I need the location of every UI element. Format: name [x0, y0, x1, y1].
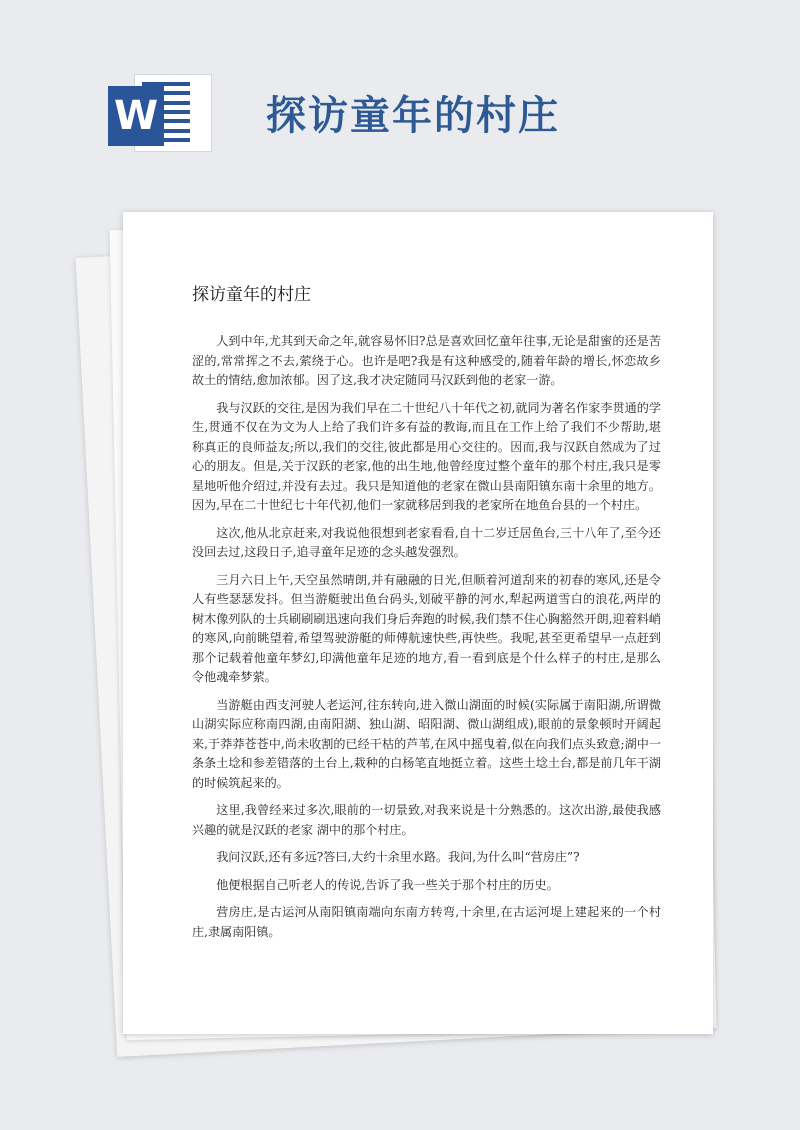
- document-paragraph: 我与汉跃的交往,是因为我们早在二十世纪八十年代之初,就同为著名作家李贯通的学生,贯通不仅在为文为人上给了我们许多有益的教诲,而且在工作上给了我们不少帮助,堪称真正的良师益友;所以,我们的交往,彼此都是用心交往的。因而,我与汉跃自然成为了过心的朋友。但是,关于汉跃的老家,他的出生地,他曾经度过整个童年的那个村庄,我只是零星地听他介绍过,并没有去过。我只是知道他的老家在微山县南阳镇东南十余里的地方。因为,早在二十世纪七十年代初,他们一家就移居到我的老家所在地鱼台县的一个村庄。: [192, 400, 661, 512]
- document-paragraph: 这里,我曾经来过多次,眼前的一切景致,对我来说是十分熟悉的。这次出游,最使我感兴趣的就是汉跃的老家 湖中的那个村庄。: [192, 803, 661, 837]
- word-logo-letter: W: [108, 86, 164, 146]
- word-document-icon: [108, 68, 216, 158]
- document-title: 探访童年的村庄: [192, 285, 311, 305]
- document-paragraph: 这次,他从北京赶来,对我说他很想到老家看看,自十二岁迁居鱼台,三十八年了,至今还没回去过,这段日子,追寻童年足迹的念头越发强烈。: [192, 525, 661, 559]
- page-title: 探访童年的村庄: [266, 93, 560, 139]
- document-page: [123, 212, 713, 1034]
- page-header: [0, 0, 800, 200]
- document-paragraph: 他便根据自己听老人的传说,告诉了我一些关于那个村庄的历史。: [216, 877, 559, 892]
- document-paragraph: 当游艇由西支河驶人老运河,往东转向,进入微山湖面的时候(实际属于南阳湖,所谓微山湖实际应称南四湖,由南阳湖、独山湖、昭阳湖、微山湖组成),眼前的景象顿时开阔起来,于莽莽苍苍中,尚未收割的已经干枯的芦苇,在风中摇曳着,似在向我们点头致意;湖中一条条土埝和参差错落的土台上,栽种的白杨笔直地挺立着。这些土埝土台,都是前几年干湖的时候筑起来的。: [192, 697, 661, 790]
- document-paragraph: 我问汉跃,还有多远?答曰,大约十余里水路。我问,为什么叫“营房庄”?: [216, 850, 580, 864]
- document-paragraph: 三月六日上午,天空虽然晴朗,并有融融的日光,但顺着河道刮来的初春的寒风,还是令人有些瑟瑟发抖。但当游艇驶出鱼台码头,划破平静的河水,犁起两道雪白的浪花,两岸的树木像列队的士兵刷刷刷迅速向我们身后奔跑的时候,我们禁不住心胸豁然开朗,迎着料峭的寒风,向前眺望着,希望驾驶游艇的师傅航速快些,再快些。我呢,甚至更希望早一点赶到那个记载着他童年梦幻,印满他童年足迹的地方,看一看到底是个什么样子的村庄,是那么令他魂牵梦萦。: [192, 572, 661, 684]
- document-paragraph: 营房庄,是古运河从南阳镇南端向东南方转弯,十余里,在古运河堤上建起来的一个村庄,隶属南阳镇。: [192, 905, 661, 939]
- document-paragraph: 人到中年,尤其到天命之年,就容易怀旧?总是喜欢回忆童年往事,无论是甜蜜的还是苦涩的,常常挥之不去,萦绕于心。也许是吧?我是有这种感受的,随着年龄的增长,怀恋故乡故土的情结,愈加浓郁。因了这,我才决定随同马汉跃到他的老家一游。: [192, 334, 661, 387]
